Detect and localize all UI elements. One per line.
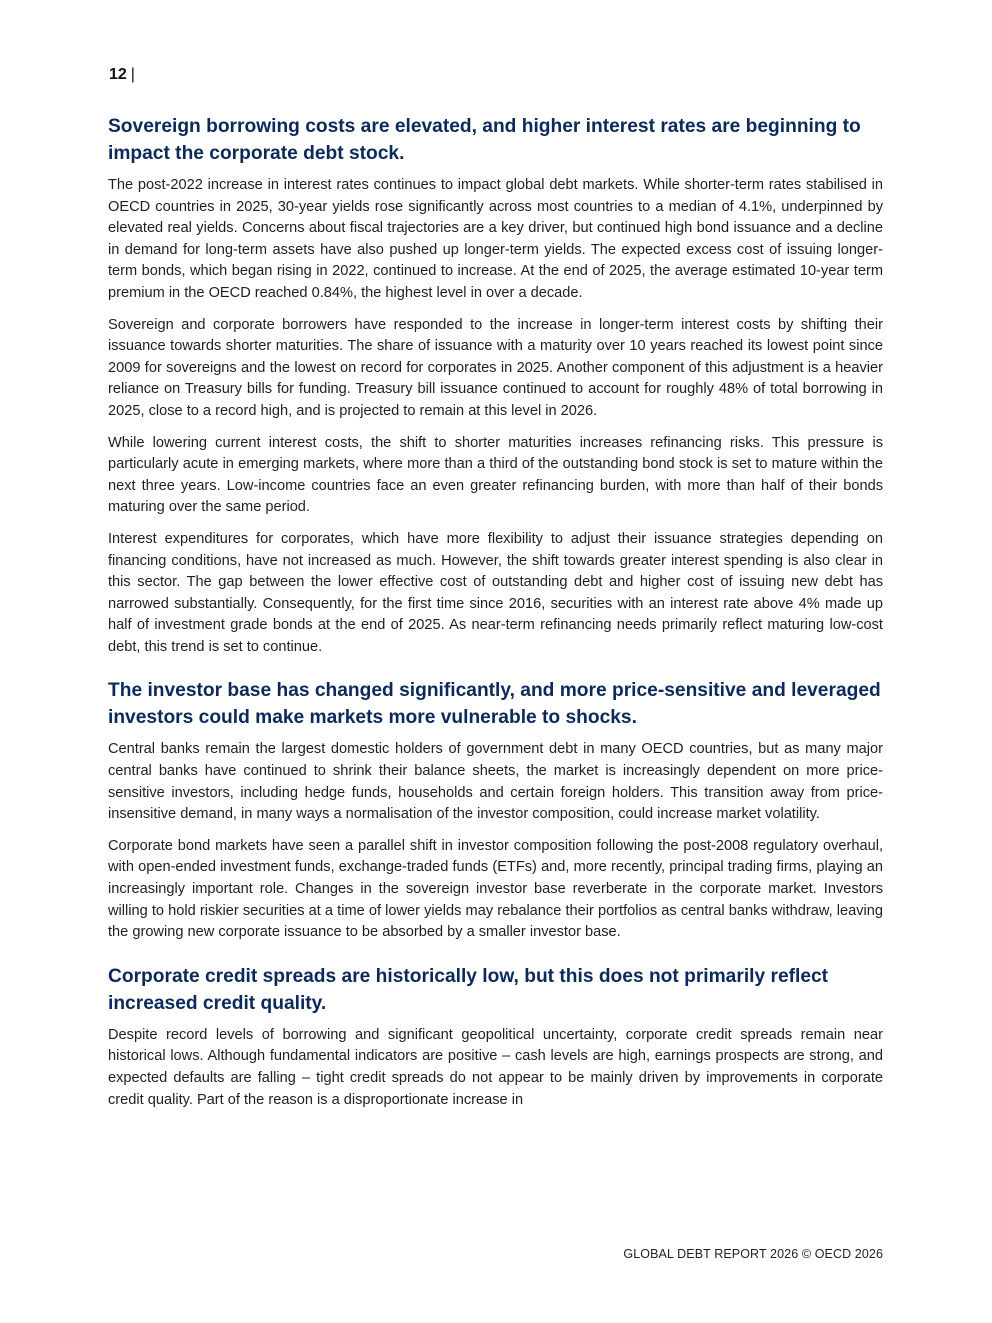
section-investor-base [108, 677, 883, 943]
page-number [109, 66, 135, 84]
page-number-value: 12 [109, 66, 127, 83]
body-paragraph: Despite record levels of borrowing and significant geopolitical uncertainty, corporate credit spreads remain near historical lows. Although fundamental indicators are positive – cash levels are high, earnings prospects are strong, and expected defaults are falling – tight credit spreads do not appear to be mainly driven by improvements in corporate credit quality. Part of the reason is a disproportionate increase in [108, 1026, 883, 1108]
body-paragraph: The post-2022 increase in interest rates continues to impact global debt markets. While shorter-term rates stabilised in OECD countries in 2025, 30-year yields rose significantly across most countries to a median of 4.1%, underpinned by elevated real yields. Concerns about fiscal trajectories are a key driver, but continued high bond issuance and a decline in demand for long-term assets have also pushed up longer-term yields. The expected excess cost of issuing longer-term bonds, which began rising in 2022, continued to increase. At the end of 2025, the average estimated 10-year term premium in the OECD reached 0.84%, the highest level in over a decade. [108, 177, 883, 301]
page-footer: GLOBAL DEBT REPORT 2026 © OECD 2026 [623, 1247, 883, 1261]
body-paragraph: Corporate bond markets have seen a parallel shift in investor composition following the post-2008 regulatory overhaul, with open-ended investment funds, exchange-traded funds (ETFs) and, more recently, principal trading firms, playing an increasingly important role. Changes in the sovereign investor base reverberate in the corporate market. Investors willing to hold riskier securities at a time of lower yields may rebalance their portfolios as central banks withdraw, leaving the growing new corporate issuance to be absorbed by a smaller investor base. [108, 837, 883, 941]
body-paragraph: Central banks remain the largest domestic holders of government debt in many OECD countries, but as many major central banks have continued to shrink their balance sheets, the market is increasingly dependent on more price-sensitive investors, including hedge funds, households and certain foreign holders. This transition away from price-insensitive demand, in many ways a normalisation of the investor composition, could increase market volatility. [108, 741, 883, 823]
section-heading: Sovereign borrowing costs are elevated, and higher interest rates are beginning to impact the corporate debt stock. [108, 116, 861, 164]
report-body [108, 113, 883, 1121]
section-heading: The investor base has changed significantly, and more price-sensitive and leveraged investors could make markets more vulnerable to shocks. [108, 680, 881, 729]
section-heading: Corporate credit spreads are historically low, but this does not primarily reflect increased credit quality. [108, 965, 829, 1014]
section-sovereign-borrowing [108, 113, 883, 658]
body-paragraph: While lowering current interest costs, the shift to shorter maturities increases refinancing risks. This pressure is particularly acute in emerging markets, where more than a third of the outstanding bond stock is set to mature within the next three years. Low-income countries face an even greater refinancing burden, with more than half of their bonds maturing over the same period. [108, 434, 883, 516]
body-paragraph: Sovereign and corporate borrowers have responded to the increase in longer-term interest costs by shifting their issuance towards shorter maturities. The share of issuance with a maturity over 10 years reached its lowest point since 2009 for sovereigns and the lowest on record for corporates in 2025. Another component of this adjustment is a heavier reliance on Treasury bills for funding. Treasury bill issuance continued to account for roughly 48% of total borrowing in 2025, close to a record high, and is projected to remain at this level in 2026. [108, 316, 883, 419]
page-number-separator: | [130, 66, 135, 83]
body-paragraph: Interest expenditures for corporates, which have more flexibility to adjust their issuance strategies depending on financing conditions, have not increased as much. However, the shift towards greater interest spending is also clear in this sector. The gap between the lower effective cost of outstanding debt and higher cost of issuing new debt has narrowed substantially. Consequently, for the first time since 2016, securities with an interest rate above 4% made up half of investment grade bonds at the end of 2025. As near-term refinancing needs primarily reflect maturing low-cost debt, this trend is set to continue. [108, 530, 883, 655]
section-credit-spreads [108, 963, 883, 1111]
